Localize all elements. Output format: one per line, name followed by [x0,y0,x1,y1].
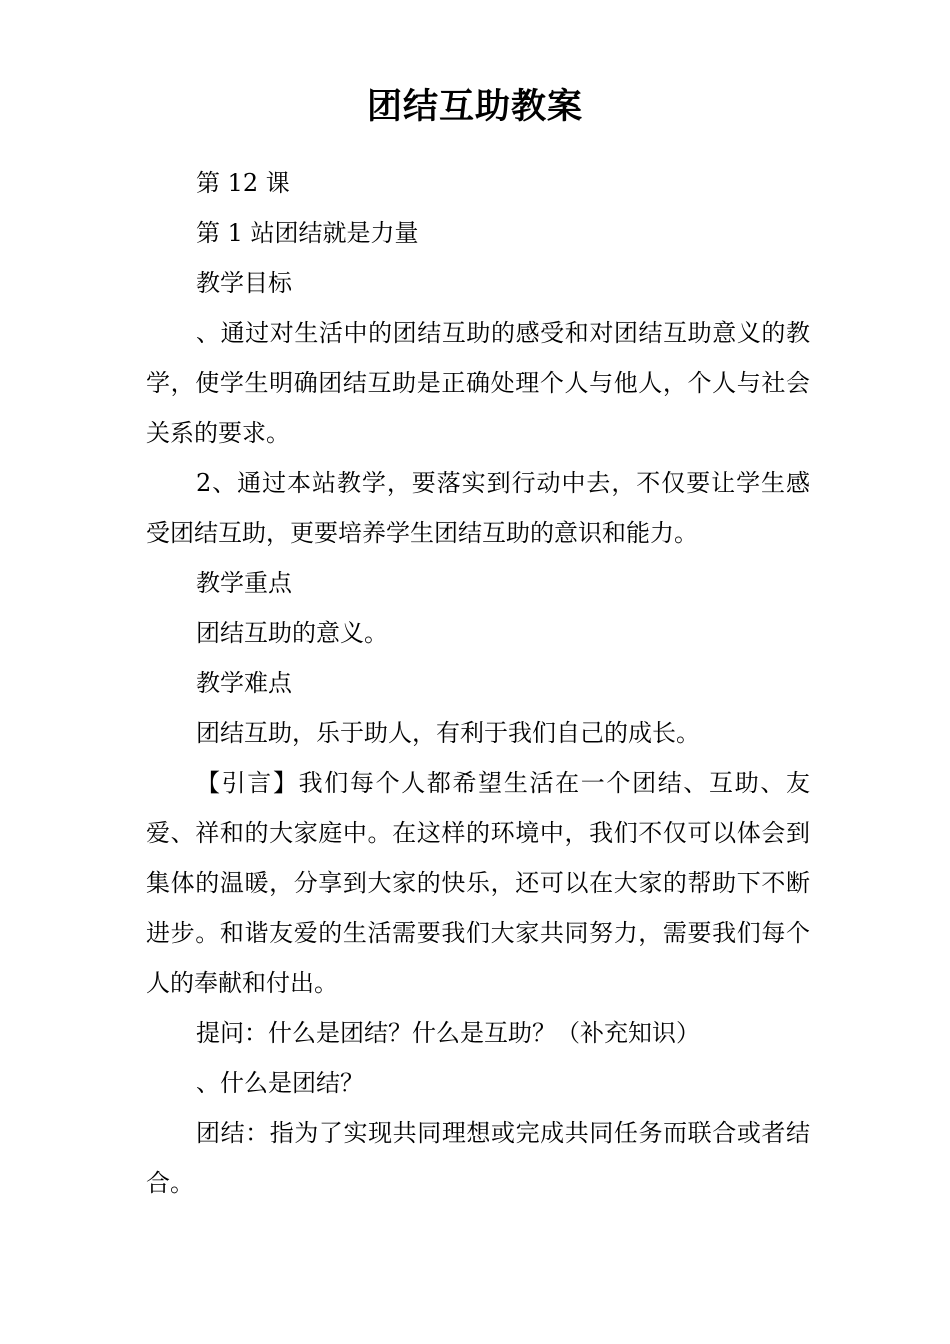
lesson-number: 第 12 课 [196,169,290,197]
subsection-heading-unity: 、什么是团结？ [196,1069,364,1097]
section-heading-key-points: 教学重点 [196,569,292,597]
question-paragraph: 提问：什么是团结？什么是互助？（补充知识） [196,1019,700,1047]
document-title: 团结互助教案 [366,87,583,127]
section-heading-difficulties: 教学难点 [196,669,292,697]
introduction-paragraph: 【引言】我们每个人都希望生活在一个团结、互助、友爱、祥和的大家庭中。在这样的环境中，我们不仅可以体会到集体的温暖，分享到大家的快乐，还可以在大家的帮助下不断进步。和谐友爱的生活需要我们大家共同努力，需要我们每个人的奉献和付出。 [146,769,810,997]
key-points-paragraph: 团结互助的意义。 [196,619,388,647]
objective-paragraph-1: 、通过对生活中的团结互助的感受和对团结互助意义的教学，使学生明确团结互助是正确处理个人与他人，个人与社会关系的要求。 [146,319,810,447]
unity-definition-paragraph: 团结：指为了实现共同理想或完成共同任务而联合或者结合。 [146,1119,810,1197]
objective-paragraph-2: 2、通过本站教学，要落实到行动中去，不仅要让学生感受团结互助，更要培养学生团结互助的意识和能力。 [146,469,810,547]
station-heading: 第 1 站团结就是力量 [196,219,419,247]
document-body [146,158,810,1208]
section-heading-objectives: 教学目标 [196,269,292,297]
difficulties-paragraph: 团结互助，乐于助人，有利于我们自己的成长。 [196,719,700,747]
